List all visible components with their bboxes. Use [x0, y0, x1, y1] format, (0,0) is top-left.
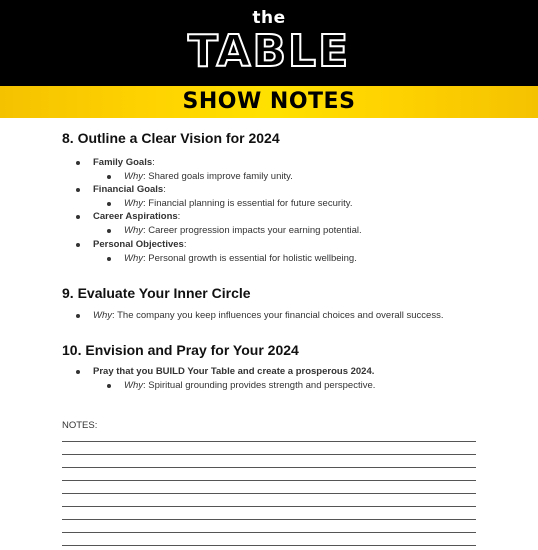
item-label: Financial Goals	[93, 184, 164, 195]
notes-line	[62, 480, 476, 481]
why-text: Shared goals improve family unity.	[148, 171, 293, 182]
bullet-icon	[107, 384, 111, 388]
show-notes-title: SHOW NOTES	[182, 89, 356, 114]
why-label: Why	[124, 380, 143, 391]
bullet-icon	[107, 175, 111, 179]
why-text: The company you keep influences your financial choices and overall success.	[117, 310, 444, 321]
why-text: Personal growth is essential for holistic wellbeing.	[148, 253, 357, 264]
bullet-icon	[76, 243, 80, 247]
logo-table-text: TABLE	[187, 26, 351, 77]
bullet-icon	[107, 257, 111, 261]
notes-line	[62, 519, 476, 520]
why-text: Financial planning is essential for future security.	[148, 198, 353, 209]
why-text: Spiritual grounding provides strength and perspective.	[148, 380, 376, 391]
section-10-title: 10. Envision and Pray for Your 2024	[62, 342, 299, 358]
item-label: Pray that you BUILD Your Table and create a prosperous 2024.	[93, 366, 375, 377]
notes-line	[62, 506, 476, 507]
why-label: Why	[124, 253, 143, 264]
why-text: Career progression impacts your earning potential.	[148, 225, 362, 236]
notes-label: NOTES:	[62, 420, 98, 431]
section-8-title: 8. Outline a Clear Vision for 2024	[62, 130, 280, 146]
notes-line	[62, 545, 476, 546]
bullet-icon	[76, 188, 80, 192]
why-label: Why	[124, 198, 143, 209]
notes-line	[62, 532, 476, 533]
notes-line	[62, 441, 476, 442]
why-label: Why	[124, 225, 143, 236]
bullet-icon	[76, 161, 80, 165]
bullet-icon	[76, 314, 80, 318]
item-label: Personal Objectives	[93, 239, 184, 250]
section-9-title: 9. Evaluate Your Inner Circle	[62, 285, 251, 301]
logo-the-text: the	[252, 8, 286, 28]
why-label: Why	[124, 171, 143, 182]
item-label: Career Aspirations	[93, 211, 178, 222]
item-label: Family Goals	[93, 157, 153, 168]
notes-line	[62, 454, 476, 455]
bullet-icon	[107, 202, 111, 206]
notes-line	[62, 493, 476, 494]
bullet-icon	[107, 229, 111, 233]
bullet-icon	[76, 370, 80, 374]
why-label: Why	[93, 310, 112, 321]
bullet-icon	[76, 215, 80, 219]
notes-line	[62, 467, 476, 468]
